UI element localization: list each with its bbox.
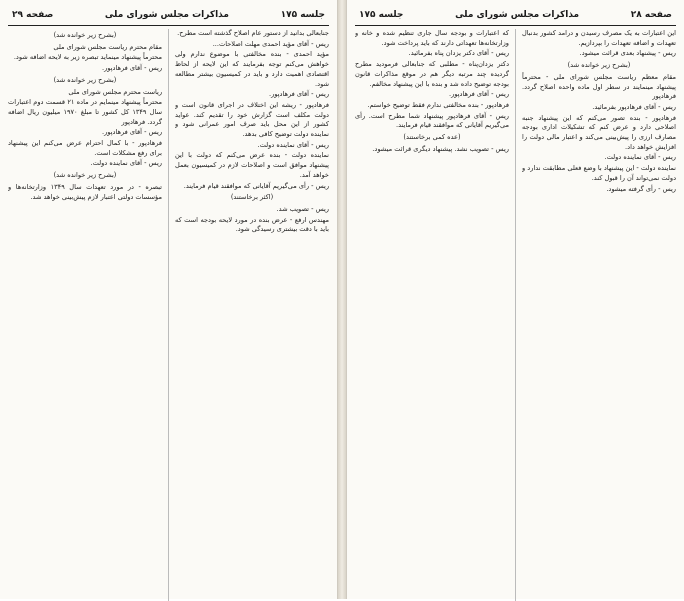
paragraph: (بشرح زیر خوانده شد) — [53, 31, 117, 39]
paragraph: ریس - رأی گرفته میشود. — [606, 184, 676, 193]
paragraph: ریس - آقای فرهادپور. — [269, 90, 329, 99]
paragraph: نماینده دولت - بنده عرض می‌کنم که دولت با این پیشنهاد موافق است و اصلاحات لازم در کمیسیون بعمل خواهد آمد. — [175, 151, 329, 179]
paragraph: (بشرح زیر خوانده شد) — [53, 171, 117, 180]
paragraph: فرهادپور - بنده مخالفتی ندارم فقط توضیح خواستم. — [367, 100, 509, 109]
paragraph: نماینده دولت - این پیشنهاد با وضع فعلی مطابقت ندارد و دولت نمی‌تواند آن را قبول کند. — [522, 164, 676, 182]
paragraph: فرهادپور - ریشه این اختلاف در اجرای قانون است و دولت مکلف است گزارش خود را تقدیم کند. عواید کشور از این محل باید صرف امور عمرانی شود و نماینده دولت توضیح کافی بدهد. — [175, 100, 329, 139]
paragraph: (اکثر برخاستند) — [230, 193, 274, 202]
paragraph: فرهادپور - با کمال احترام عرض می‌کنم این پیشنهاد برای رفع مشکلات است. — [8, 139, 162, 157]
column-divider — [515, 29, 516, 601]
right-page-title: مذاکرات مجلس شورای ملی — [455, 10, 580, 20]
right-session-number: جلسه ۱۷۵ — [359, 10, 404, 20]
paragraph: ریس - آقای نماینده دولت. — [257, 140, 329, 149]
paragraph: ریس - آقای دکتر یزدان پناه بفرمائید. — [408, 49, 509, 58]
paragraph: ریس - تصویب شد. — [276, 204, 329, 213]
paragraph: مقام معظم ریاست مجلس شورای ملی - محترماً پیشنهاد مینمایند در سطر اول ماده واحده اصلاح گردد. فرهادپور — [522, 72, 676, 101]
column-divider — [168, 29, 169, 601]
paragraph: فرهادپور - بنده تصور می‌کنم که این پیشنهاد جنبه اصلاحی دارد و عرض کنم که تشکیلات اداری بودجه مصارف ارزی را پیش‌بینی می‌کند و اعتبار مالی دولت را افزایش خواهد داد. — [522, 113, 676, 151]
paragraph: (بشرح زیر خوانده شد) — [53, 75, 117, 84]
paragraph: جنابعالی بدانید از دستور عام اصلاح گذشته است مطرح. — [177, 29, 329, 37]
book-gutter — [338, 0, 346, 599]
left-session-number: جلسه ۱۷۵ — [280, 10, 325, 20]
paragraph: (عده کمی برخاستند) — [403, 133, 461, 142]
paragraph: این اعتبارات به یک مصرف رسیدن و درامد کشور بدنبال تعهدات و اضافه تعهدات را بپردازیم. — [522, 29, 676, 47]
paragraph: محترماً پیشنهاد مینمایم در ماده ۲۱ قسمت دوم اعتبارات سال ۱۳۴۹ کل کشور تا مبلغ ۱۹۷۰ میلیون ریال اضافه گردد. فرهادپور — [8, 98, 162, 126]
paragraph: ریس - رأی می‌گیریم آقایانی که موافقند قیام فرمایند. — [183, 181, 329, 190]
paragraph: (بشرح زیر خوانده شد) — [567, 61, 631, 70]
paragraph: ریس - آقای فرهادپور بفرمائید. — [592, 102, 676, 111]
paragraph: ریس - آقای فرهادپور. — [102, 64, 162, 73]
paragraph: ریس - آقای نماینده دولت. — [90, 159, 162, 168]
left-page-columns — [8, 29, 329, 601]
paragraph: ریس - پیشنهاد بعدی قرائت میشود. — [579, 49, 676, 58]
left-page-title: مذاکرات مجلس شورای ملی — [104, 10, 229, 20]
right-page — [346, 0, 684, 599]
paragraph: مهندس ارفع - عرض بنده در مورد لایحه بودجه است که باید با دقت بیشتری رسیدگی شود. — [175, 215, 329, 234]
left-page-left-column — [8, 29, 162, 601]
paragraph: ریس - تصویب نشد. پیشنهاد دیگری قرائت میشود. — [372, 144, 509, 153]
left-page-header — [8, 6, 329, 26]
left-page-right-column — [175, 29, 329, 601]
paragraph: که اعتبارات و بودجه سال جاری تنظیم شده و خانه و وزارتخانه‌ها تعهداتی دارند که باید پرداخت شود. — [355, 29, 509, 47]
paragraph: ریس - آقای مؤید احمدی مهلت اصلاحات... — [212, 39, 329, 48]
paragraph: مؤید احمدی - بنده مخالفتی با موضوع ندارم ولی خواهش می‌کنم توجه بفرمایند که این لایحه از لحاظ اقتصادی اهمیت دارد و باید در کمیسیون بیشتر مطالعه شود. — [175, 50, 329, 88]
paragraph: محترماً پیشنهاد مینماید تبصره زیر به لایحه اضافه شود. — [13, 53, 162, 62]
right-page-header — [355, 6, 676, 26]
paragraph: ریس - آقای نماینده دولت. — [604, 153, 676, 162]
right-page-right-column — [522, 29, 676, 601]
right-page-left-column — [355, 29, 509, 601]
paragraph: مقام محترم ریاست مجلس شورای ملی — [53, 42, 162, 51]
left-page-number: صفحه ۲۹ — [12, 10, 54, 20]
left-page — [0, 0, 338, 599]
right-page-columns — [355, 29, 676, 601]
paragraph: تبصره - در مورد تعهدات سال ۱۳۴۹ وزارتخانه‌ها و مؤسسات دولتی اعتبار لازم پیش‌بینی خواهد شد. — [8, 182, 162, 201]
paragraph: ریس - آقای فرهادپور پیشنهاد شما مطرح است. رأی می‌گیریم آقایانی که موافقند قیام فرمایند. — [355, 111, 509, 130]
paragraph: ریس - آقای فرهادپور. — [102, 128, 162, 137]
paragraph: ریاست محترم مجلس شورای ملی — [68, 87, 162, 96]
paragraph: ریس - آقای فرهادپور. — [449, 90, 509, 99]
right-page-number: صفحه ۲۸ — [630, 10, 672, 20]
paragraph: دکتر یزدان‌پناه - مطلبی که جنابعالی فرمودید مطرح گردیده چند مرتبه دیگر هم در موقع مذاکرات قانون بودجه توضیح داده شد و بنده با این پیشنهاد مخالفم. — [355, 60, 509, 88]
